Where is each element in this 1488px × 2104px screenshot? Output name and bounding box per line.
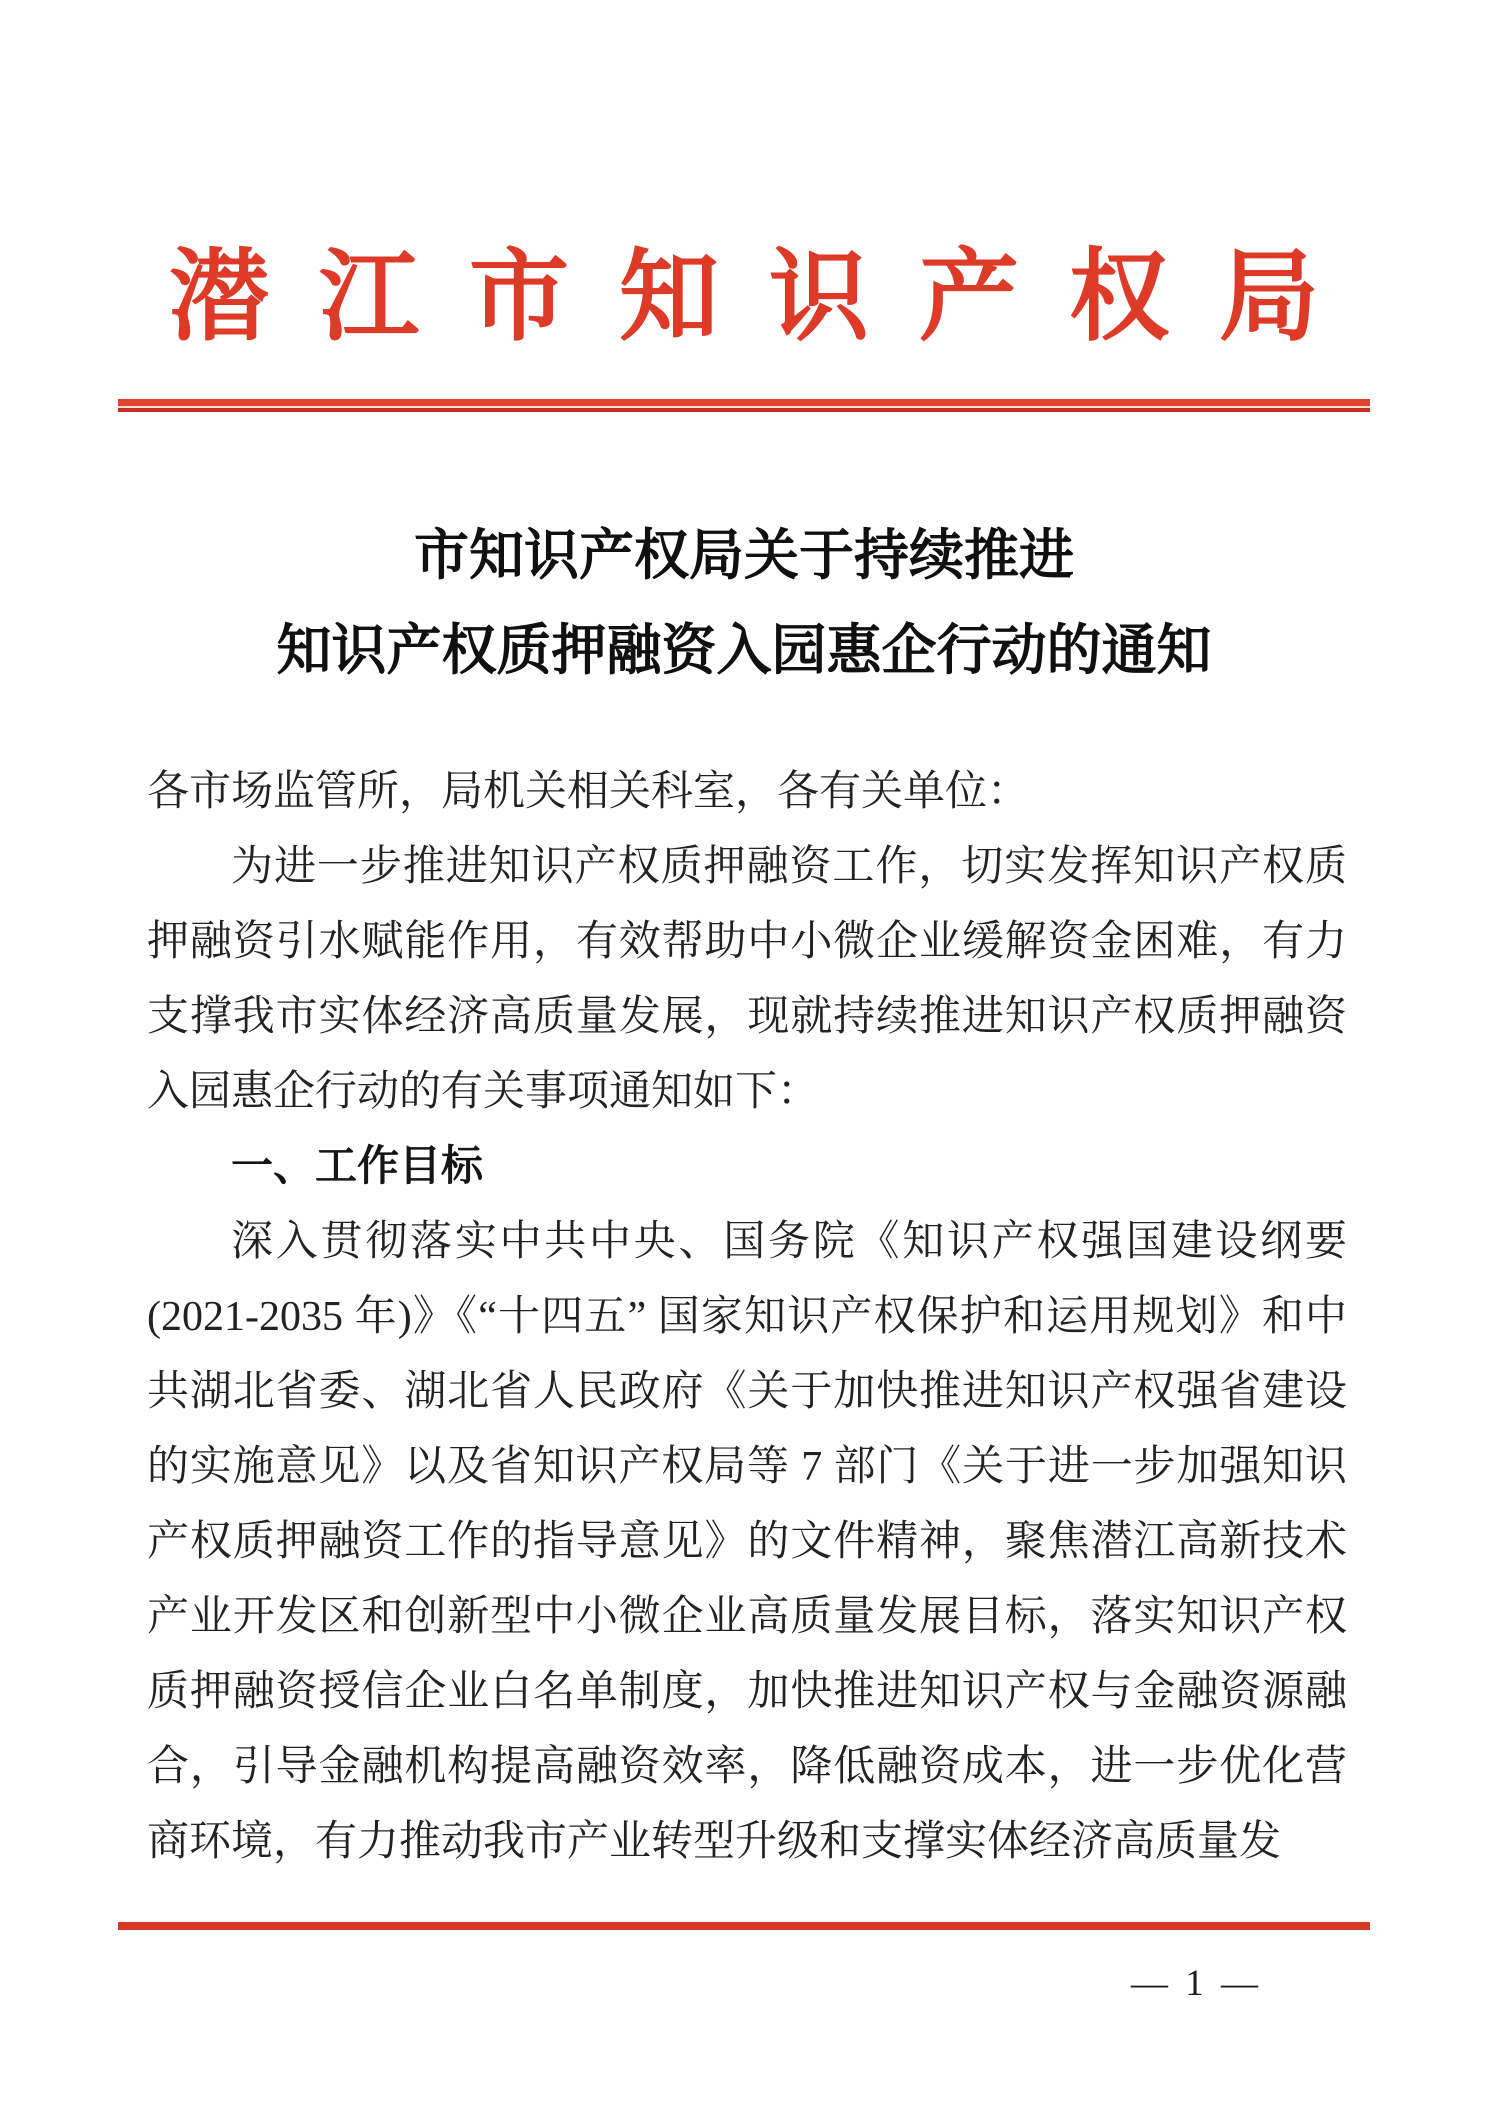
red-rule-bottom xyxy=(118,1922,1370,1930)
salutation-line: 各市场监管所，局机关相关科室，各有关单位： xyxy=(147,769,1030,815)
document-title-line1: 市知识产权局关于持续推进 xyxy=(413,525,1074,586)
document-title-line2: 知识产权质押融资入园惠企行动的通知 xyxy=(276,620,1212,681)
body-paragraph-1: 为进一步推进知识产权质押融资工作，切实发挥知识产权质押融资引水赋能作用，有效帮助中小微企业缓解资金困难，有力支撑我市实体经济高质量发展，现就持续推进知识产权质押融资入园惠企行动的有关事项通知如下： xyxy=(147,844,1347,1115)
document-body xyxy=(147,755,1347,1880)
body-paragraph-2: 深入贯彻落实中共中央、国务院《知识产权强国建设纲要(2021-2035 年)》《“十四五” 国家知识产权保护和运用规划》和中共湖北省委、湖北省人民政府《关于加快推进知识产权强省建设的实施意见》以及省知识产权局等 7 部门《关于进一步加强知识产权质押融资工作的指导意见》的文件精神，聚焦潜江高新技术产业开发区和创新型中小微企业高质量发展目标，落实知识产权质押融资授信企业白名单制度，加快推进知识产权与金融资源融合，引导金融机构提高融资效率，降低融资成本，进一步优化营商环境，有力推动我市产业转型升级和支撑实体经济高质量发 xyxy=(147,1219,1347,1865)
document-title xyxy=(118,508,1370,698)
letterhead-title: 潜江市知识产权局 xyxy=(169,242,1369,353)
red-rule-top-thin-band xyxy=(118,408,1370,412)
page-number: — 1 — xyxy=(1131,1963,1262,2004)
red-rule-top-thick-band xyxy=(118,399,1370,406)
red-rule-top xyxy=(118,399,1370,412)
section-heading-1: 一、工作目标 xyxy=(231,1144,484,1190)
